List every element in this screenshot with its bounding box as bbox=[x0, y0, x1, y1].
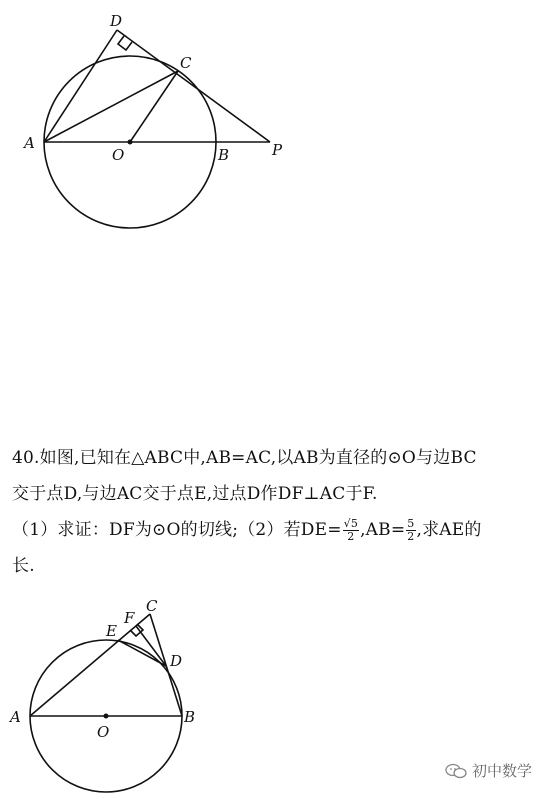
fraction-de-numerator: √5 bbox=[343, 517, 359, 530]
watermark-text: 初中数学 bbox=[472, 762, 533, 780]
line-ac bbox=[44, 71, 178, 142]
label-c-2: C bbox=[146, 597, 158, 615]
label-d-2: D bbox=[170, 652, 183, 670]
line-ad bbox=[44, 30, 117, 142]
label-d: D bbox=[110, 12, 123, 30]
problem-line-4: 长. bbox=[12, 556, 35, 576]
label-b-2: B bbox=[184, 708, 196, 726]
right-angle-mark-d bbox=[118, 36, 132, 50]
label-a: A bbox=[24, 134, 35, 152]
problem-line-3 bbox=[12, 512, 552, 548]
fraction-ab-denominator: 2 bbox=[407, 530, 415, 543]
watermark bbox=[445, 760, 532, 781]
label-c: C bbox=[180, 54, 192, 72]
label-e: E bbox=[106, 622, 117, 640]
fraction-ab-numerator: 5 bbox=[407, 517, 415, 530]
center-dot-o bbox=[128, 140, 133, 145]
fraction-ab bbox=[406, 518, 415, 543]
problem-line-3-part-3: ,求AE的 bbox=[416, 520, 482, 540]
label-b: B bbox=[218, 146, 230, 164]
wechat-icon bbox=[445, 763, 467, 779]
line-ac-2 bbox=[30, 614, 150, 716]
problem-text bbox=[12, 440, 552, 584]
label-p: P bbox=[272, 141, 283, 159]
line-dp bbox=[117, 30, 270, 142]
fraction-de-denominator: 2 bbox=[347, 530, 355, 543]
label-a-2: A bbox=[10, 708, 21, 726]
problem-line-3-part-2: ,AB= bbox=[360, 520, 406, 540]
problem-line-1: 40.如图,已知在△ABC中,AB=AC,以AB为直径的⊙O与边BC bbox=[12, 448, 477, 468]
line-oc bbox=[130, 71, 178, 142]
figure-2 bbox=[0, 598, 220, 768]
fraction-de bbox=[343, 518, 359, 543]
label-o-2: O bbox=[97, 723, 110, 741]
problem-line-3-part-1: （1）求证：DF为⊙O的切线;（2）若DE= bbox=[12, 520, 342, 540]
label-f: F bbox=[124, 609, 135, 627]
problem-line-2: 交于点D,与边AC交于点E,过点D作DF⊥AC于F. bbox=[12, 484, 378, 504]
center-dot-o-2 bbox=[104, 714, 109, 719]
label-o: O bbox=[112, 146, 125, 164]
figure-1 bbox=[0, 0, 300, 240]
